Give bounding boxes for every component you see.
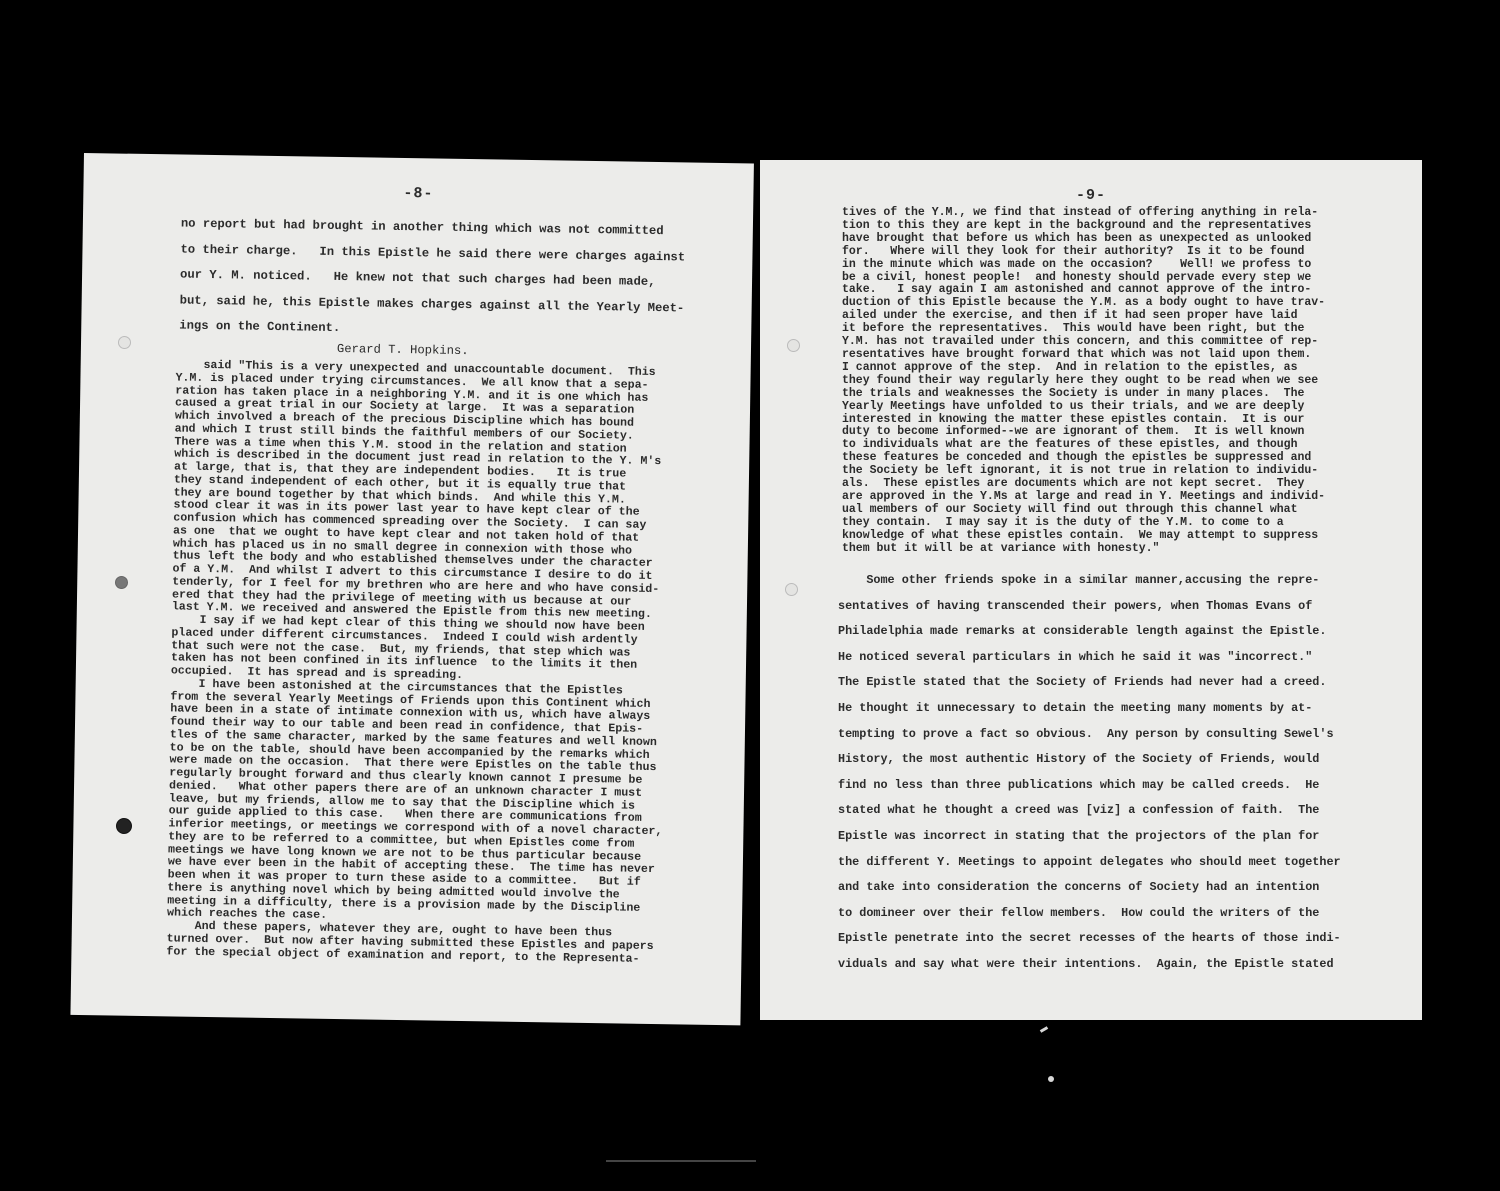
punch-hole-mark — [115, 576, 128, 589]
double-spaced-paragraph: Some other friends spoke in a similar manner,accusing the repre- sentatives of having transcended their powers, when Thomas Evans of Philadelphia made remarks at considerable length against the Epistle. He noticed several particulars in which he said it was "incorrect." The Epistle stated that the Society of Friends had never had a creed. He thought it unnecessary to detain the meeting many moments by at- tempting to prove a fact so obvious. Any person by consulting Sewel's History, the most authentic History of the Society of Friends, would find no less than three publications which may be called creeds. He stated what he thought a creed was [viz] a confession of faith. The Epistle was incorrect in stating that the projectors of the plan for the different Y. Meetings to appoint delegates who should meet together and take into consideration the concerns of Society had an intention to domineer over their fellow members. How could the writers of the Epistle penetrate into the secret recesses of the hearts of those indi- viduals and say what were their intentions. Again, the Epistle stated — [838, 573, 1341, 971]
film-speck — [1040, 1026, 1048, 1033]
left-page — [70, 153, 753, 1025]
film-speck — [1048, 1076, 1054, 1082]
double-spaced-paragraph: no report but had brought in another thing which was not committed to their charge. In this Epistle he said there were charges against our Y. M. noticed. He knew not that such charges had been made, but, said he, this Epistle makes charges against all the Yearly Meet- ings on the Continent. — [179, 216, 686, 336]
page-number: -9- — [1075, 187, 1106, 204]
punch-hole-mark — [787, 339, 800, 352]
punch-hole-mark — [118, 336, 131, 349]
speaker-heading: Gerard T. Hopkins. — [336, 341, 469, 359]
film-speck — [606, 1160, 756, 1162]
punch-hole-mark — [785, 583, 798, 596]
page-number: -8- — [403, 185, 434, 203]
right-page — [760, 160, 1422, 1020]
punch-hole-mark — [116, 818, 132, 834]
single-spaced-quotation: said "This is a very unexpected and unaccountable document. This Y.M. is placed under trying circumstances. We all know that a sepa- ration has taken place in a neighboring Y.M. and it is one which has caused a great trial in our Society at large. It was a separation which involved a breach of the precious Discipline which has bound and which I trust still binds the faithful members of our Society. There was a time when this Y.M. stood in the relation and station which is described in the document just read in relation to the Y. M's at large, that is, that they are independent bodies. It is true they stand independent of each other, but it is equally true that they are bound together by that which binds. And while this Y.M. stood clear it was in its power last year to have kept clear of the confusion which has commenced spreading over the Society. I can say as one that we ought to have kept clear and not taken hold of that which has placed us in no small degree in connexion with those who thus left the body and who established themselves under the character of a Y.M. And whilst I advert to this circumstance I desire to do it tenderly, for I feel for my brethren who are here and who have consid- ered that they had the privilege of meeting with us because at our last Y.M. we received and answered the Epistle from this new meeting. I say if we had kept clear of this thing we should now have been placed under different circumstances. Indeed I could wish ardently that such were not the case. But, my friends, that step which was taken has not been confined in its influence to the limits it then occupied. It has spread and is spreading. I have been astonished at the circumstances that the Epistles from the several Yearly Meetings of Friends upon this Continent which have been in a state of intimate connexion with us, which have always found their way to our table and been read in confidence, that Epis- tles of the same character, marked by the same features and well known to be on the table, should have been accompanied by the remarks which were made on the occasion. That there were Epistles on the table thus regularly brought forward and thus clearly known cannot I presume be denied. What other papers there are of an unknown character I must leave, but my friends, allow me to say that the Discipline which is our guide applied to this case. When there are communications from inferior meetings, or meetings we correspond with of a novel character, they are to be referred to a committee, but when Epistles come from meetings we have long known we are not to be thus particular because we have ever been in the habit of accepting these. The time has never been when it was proper to turn these aside to a committee. But if there is anything novel which by being admitted would involve the meeting in a difficulty, there is a provision made by the Discipline which reaches the case. And these papers, whatever they are, ought to have been thus turned over. But now after having submitted these Epistles and papers for the special object of examination and report, to the Representa- — [166, 358, 663, 966]
single-spaced-quotation: tives of the Y.M., we find that instead of offering anything in rela- tion to this they are kept in the background and the representatives have brought that before us which has been as unexpected as unlooked for. Where will they look for their authority? Is it to be found in the minute which was made on the occasion? Well! we profess to be a civil, honest people! and honesty should pervade every step we take. I say again I am astonished and cannot approve of the intro- duction of this Epistle because the Y.M. as a body ought to have trav- ailed under the exercise, and then if it had seen proper have laid it before the representatives. This would have been right, but the Y.M. has not travailed under this concern, and this committee of rep- resentatives have brought forward that which was not laid upon them. I cannot approve of the step. And in relation to the epistles, as they found their way regularly here they ought to be read when we see the trials and weaknesses the Society is under in many places. The Yearly Meetings have unfolded to us their trials, and we are deeply interested in knowing the matter these epistles contain. It is our duty to become informed--we are ignorant of them. It is well known to individuals what are the features of these epistles, and though these features be conceded and though the epistles be suppressed and the Society be left ignorant, it is not true in relation to individu- als. These epistles are documents which are not kept secret. They are approved in the Y.Ms at large and read in Y. Meetings and individ- ual members of our Society will find out through this channel what they contain. I may say it is the duty of the Y.M. to come to a knowledge of what these epistles contain. We may attempt to suppress them but it will be at variance with honesty." — [842, 206, 1326, 555]
